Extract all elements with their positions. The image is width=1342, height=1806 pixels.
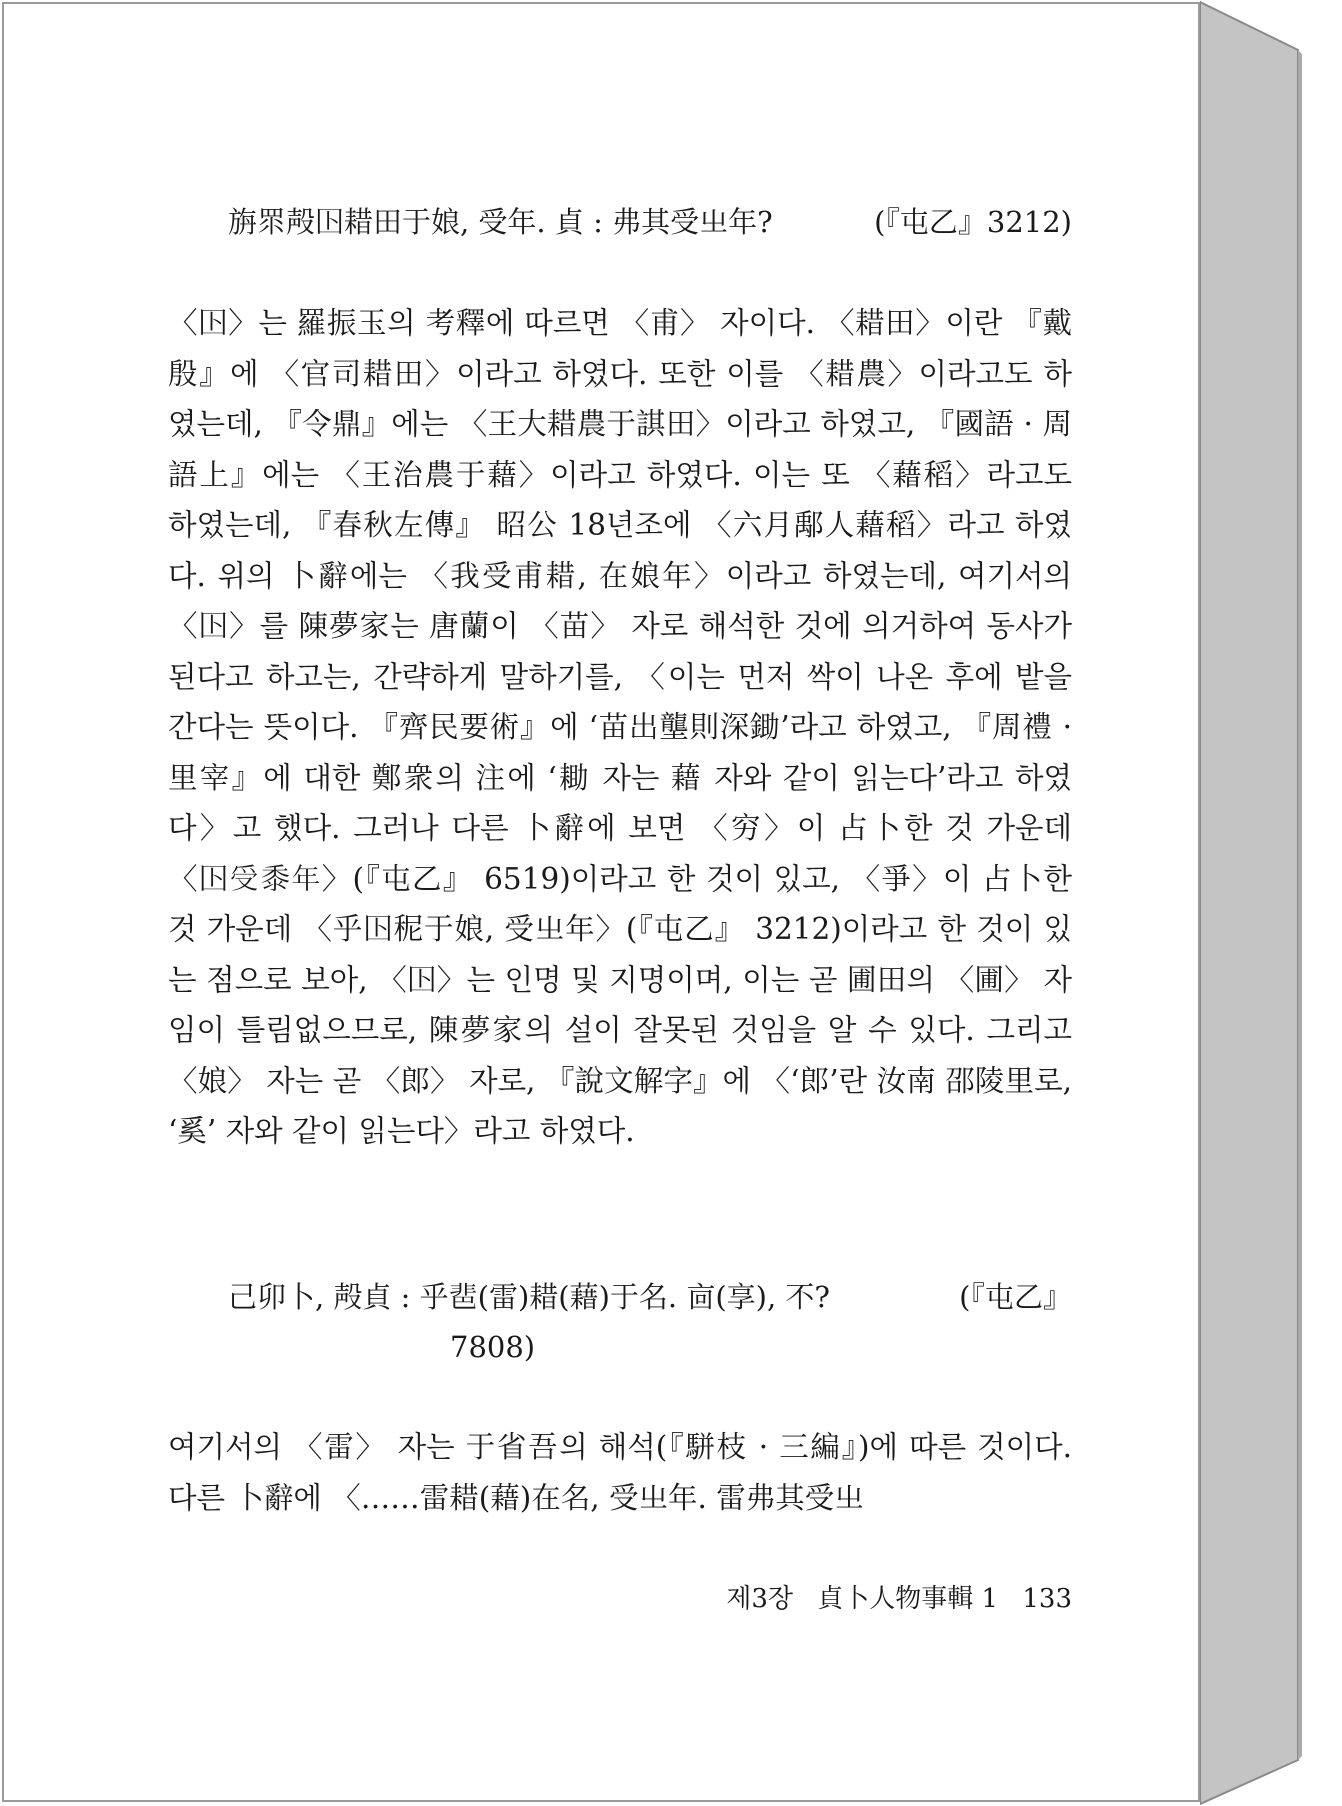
chapter-label: 제3장 — [726, 1584, 794, 1614]
book-page-edge-icon — [1200, 0, 1342, 1806]
page-number: 133 — [1022, 1584, 1072, 1614]
quote-source-continued: 7808) — [450, 1330, 536, 1364]
paragraph-body-1: 〈𡆥〉는 羅振玉의 考釋에 따르면 〈甫〉 자이다. 〈耤田〉이란 『戴殷』에 〈官司耤田〉이라고 하였다. 또한 이를 〈耤農〉이라고도 하였는데, 『令鼎』에는 〈王大耤農于諆田〉이라고 하였고, 『國語 · 周語上』에는 〈王治農于藉〉이라고 하였다. 이는 또 〈藉稻〉라고도 하였는데, 『春秋左傳』 昭公 18년조에 〈六月鄅人藉稻〉라고 하였다. 위의 卜辭에는 〈我受甫耤, 在娘年〉이라고 하였는데, 여기서의 〈𡆥〉를 陳夢家는 唐蘭이 〈苗〉 자로 해석한 것에 의거하여 동사가 된다고 하고는, 간략하게 말하기를, 〈이는 먼저 싹이 나온 후에 밭을 간다는 뜻이다. 『齊民要術』에 ‘苗出壟則深鋤’라고 하였고, 『周禮 · 里宰』에 대한 鄭衆의 注에 ‘耡 자는 藉 자와 같이 읽는다’라고 하였다〉고 했다. 그러나 다른 卜辭에 보면 〈穷〉이 占卜한 것 가운데 〈𡆥受黍年〉(『屯乙』 6519)이라고 한 것이 있고, 〈爭〉이 占卜한 것 가운데 〈乎𡆥秜于娘, 受㞢年〉(『屯乙』 3212)이라고 한 것이 있는 점으로 보아, 〈𡆥〉는 인명 및 지명이며, 이는 곧 圃田의 〈圃〉 자임이 틀림없으므로, 陳夢家의 설이 잘못된 것임을 알 수 있다. 그리고 〈娘〉 자는 곧 〈郎〉 자로, 『說文解字』에 〈‘郎’란 汝南 邵陵里로, ‘奚’ 자와 같이 읽는다〉라고 하였다. — [168, 306, 1073, 1148]
oracle-quote-1 — [228, 200, 1072, 244]
quote-source: (『屯乙』3212) — [874, 205, 1072, 239]
quote-text: 己卯卜, 殸貞 : 乎𩇯(雷)耤(藉)于名. 㐭(享), 不? — [228, 1280, 830, 1314]
quote-source: (『屯乙』 — [959, 1280, 1072, 1314]
chapter-title: 貞卜人物事輯 1 — [817, 1584, 999, 1614]
page-footer — [710, 1578, 1072, 1615]
quote-text: 旃眔殸𡆥耤田于娘, 受年. 貞 : 弗其受㞢年? — [228, 205, 773, 239]
oracle-quote-2 — [228, 1275, 1072, 1365]
paragraph-body-2: 여기서의 〈雷〉 자는 于省吾의 해석(『駢枝 · 三編』)에 따른 것이다. 다른 卜辭에 〈……雷耤(藉)在名, 受㞢年. 雷弗其受㞢 — [168, 1430, 1072, 1515]
